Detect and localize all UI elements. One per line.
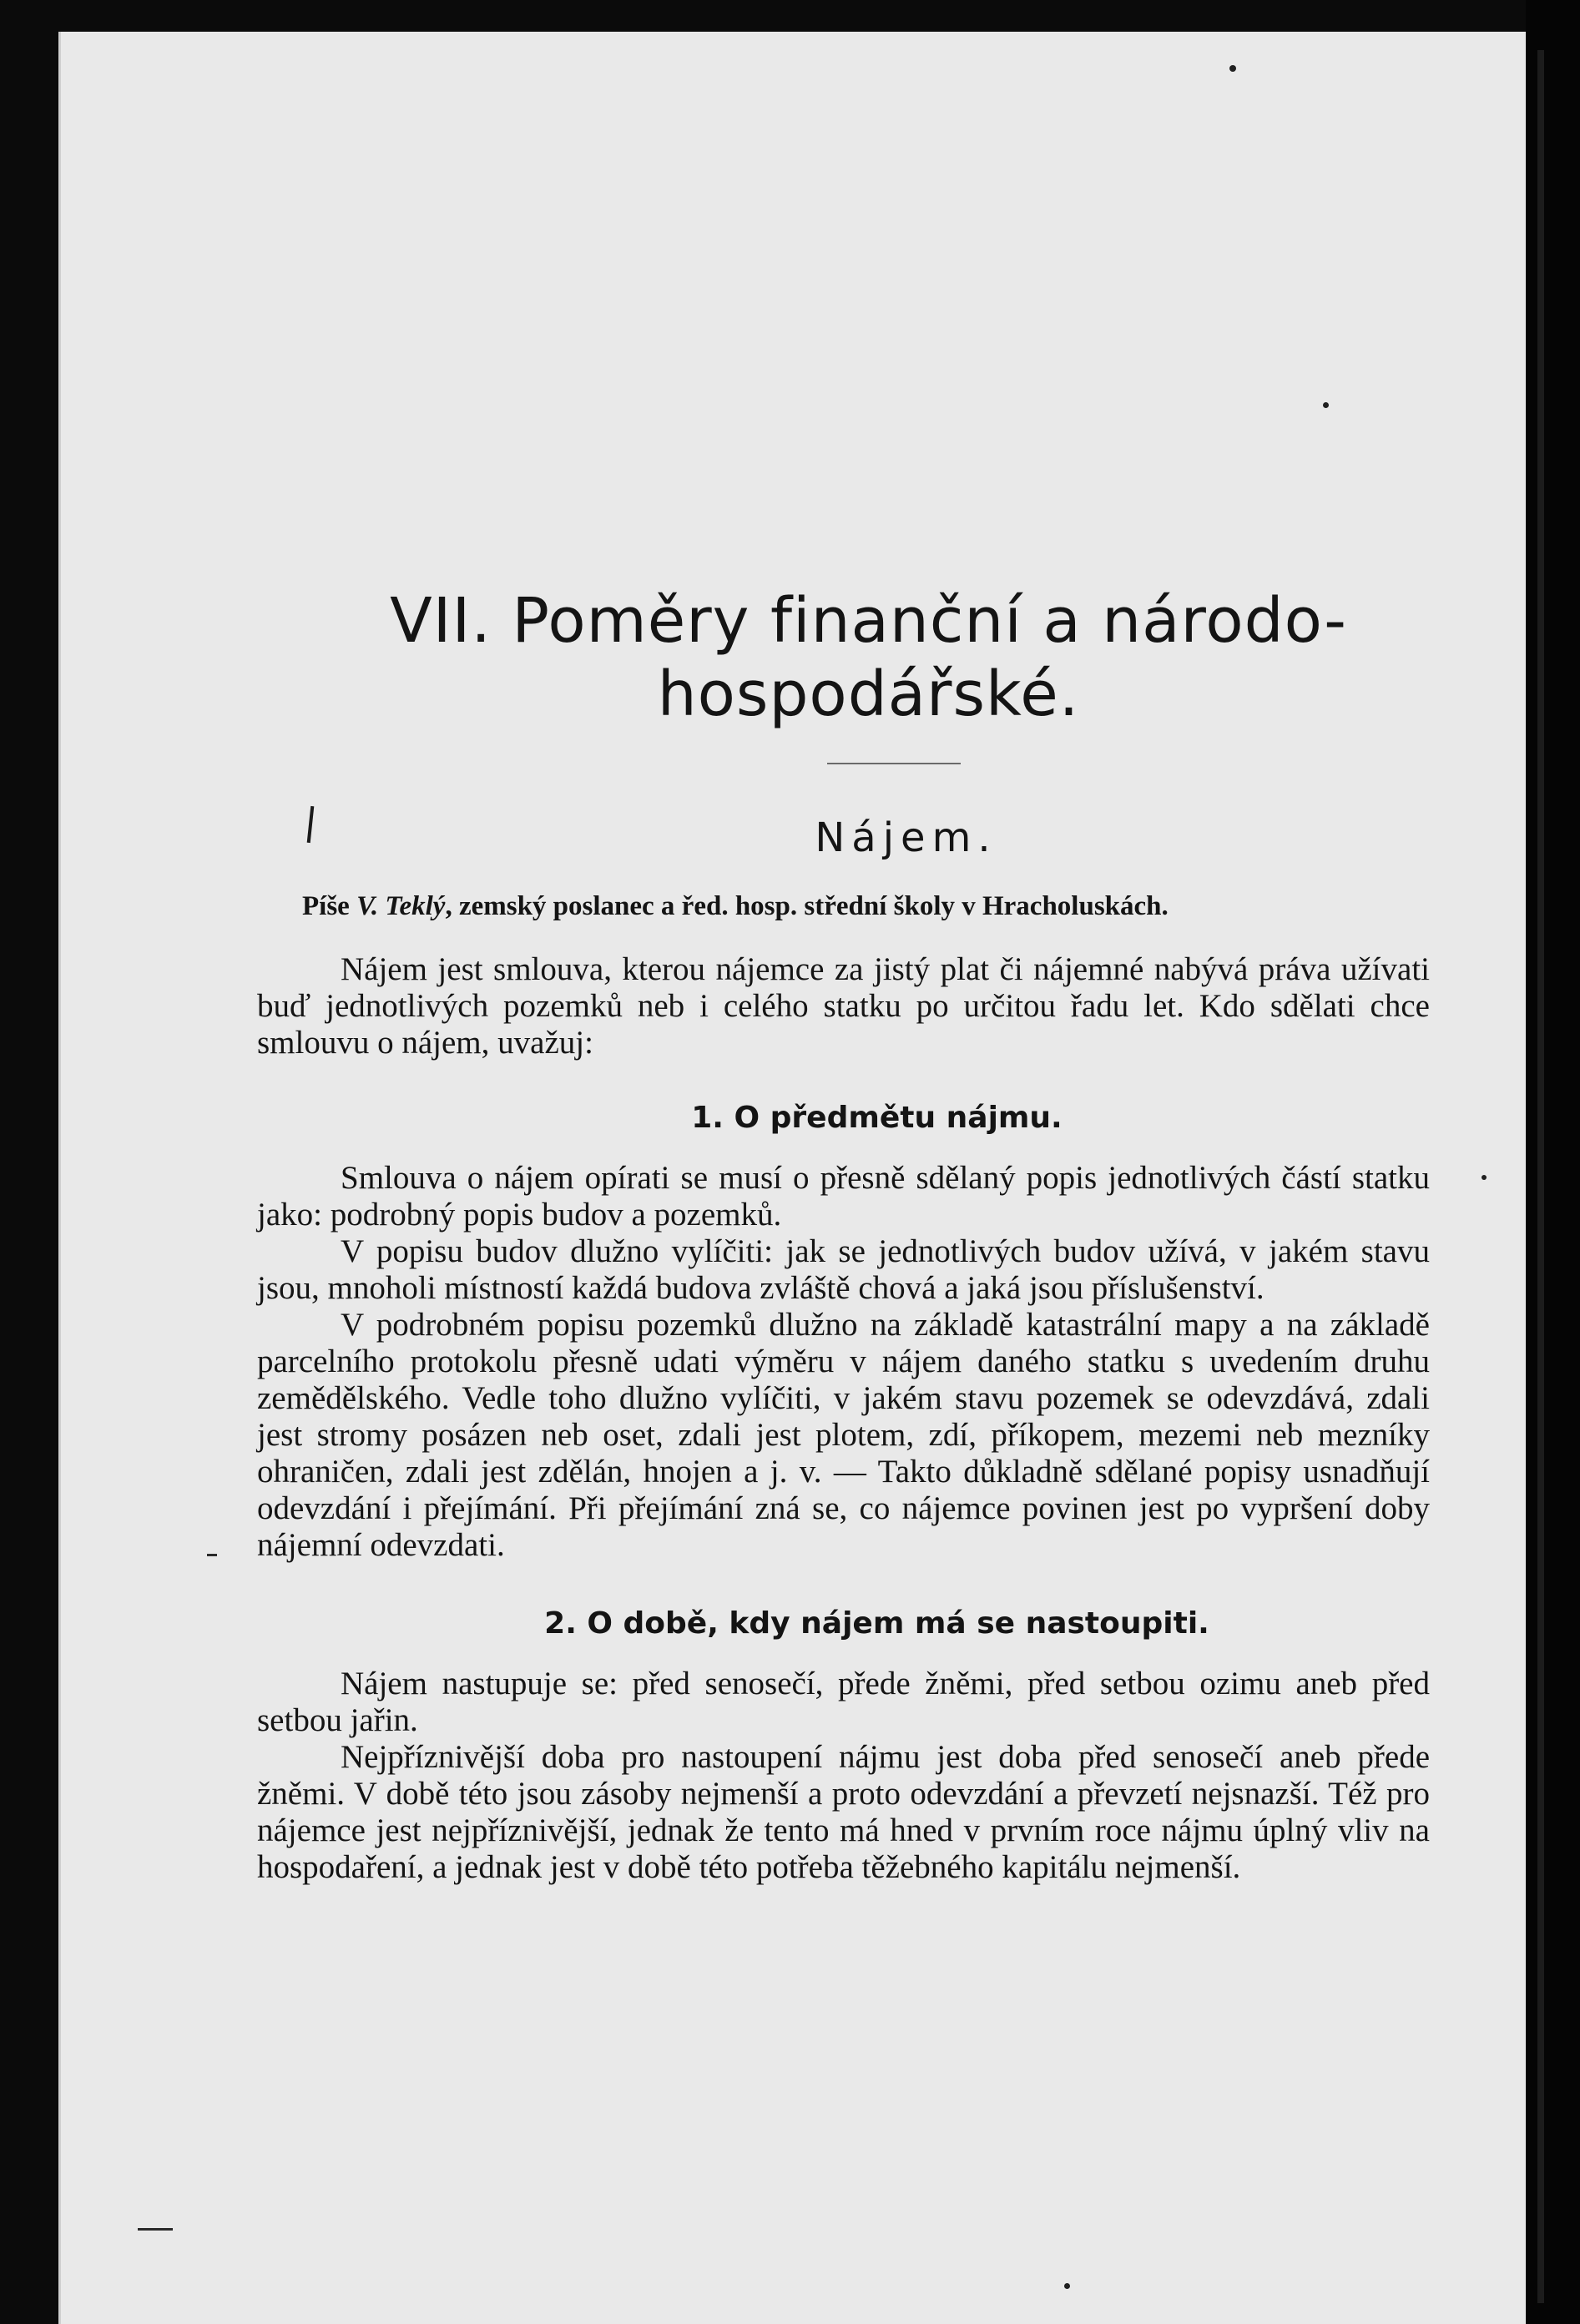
right-edge-strip [1537, 50, 1544, 2303]
chapter-title [257, 584, 1430, 731]
byline [302, 890, 1430, 923]
section-title: Nájem. [815, 814, 997, 861]
part-1-paragraph: Smlouva o nájem opírati se musí o přesně sdělaný popis jednotlivých částí statku jako: podrobný popis budov a pozemků. [257, 1160, 1430, 1233]
chapter-title-line-2: hospodářské. [657, 658, 1080, 730]
byline-author: V. Teklý [356, 891, 446, 921]
speck [1323, 402, 1329, 408]
right-scan-edge [1526, 0, 1580, 2324]
speck [1229, 65, 1236, 72]
part-2-paragraph: Nájem nastupuje se: před senosečí, přede žněmi, před setbou ozimu aneb před setbou jařin. [257, 1666, 1430, 1738]
part-1-paragraph: V podrobném popisu pozemků dlužno na základě katastrální mapy a na základě parcelního protokolu přesně udati výměru v nájem daného statku s uvedením druhu zemědělského. Vedle toho dlužno vylíčiti, v jakém stavu pozemek se odevzdává, zdali jest stromy posázen neb oset, zdali jest plotem, zdí, příkopem, mezemi neb mezníky ohraničen, zdali jest zdělán, hnojen a j. v. — Takto důkladně sdělané popisy usnadňují odevzdání i přejímání. Při přejímání zná se, co nájemce povinen jest po vypršení doby nájemní odevzdati. [257, 1307, 1430, 1563]
chapter-title-line-1: VII. Poměry finanční a národo- [390, 585, 1347, 657]
part-2-heading: 2. O době, kdy nájem má se nastoupiti. [544, 1606, 1209, 1641]
margin-mark [138, 2228, 173, 2231]
byline-prefix: Píše [302, 891, 357, 921]
speck [1482, 1175, 1487, 1180]
article [257, 584, 1430, 1886]
title-rule [827, 763, 961, 764]
speck [1064, 2283, 1070, 2289]
byline-affiliation: , zemský poslanec a řed. hosp. střední školy v Hracholuskách. [445, 891, 1169, 921]
intro-paragraph: Nájem jest smlouva, kterou nájemce za jistý plat či nájemné nabývá práva užívati buď jednotlivých pozemků neb i celého statku po určitou řadu let. Kdo sdělati chce smlouvu o nájem, uvažuj: [257, 951, 1430, 1061]
margin-mark [207, 1554, 217, 1556]
part-2-paragraph: Nejpříznivější doba pro nastoupení nájmu jest doba před senosečí aneb přede žněmi. V době této jsou zásoby nejmenší a proto odevzdání a převzetí nejsnazší. Též pro nájemce jest nejpříznivější, jednak že tento má hned v prvním roce nájmu úplný vliv na hospodaření, a jednak jest v době této potřeba těžebného kapitálu nejmenší. [257, 1739, 1430, 1885]
part-1-paragraph: V popisu budov dlužno vylíčiti: jak se jednotlivých budov užívá, v jakém stavu jsou, mnoholi místností každá budova zvláště chová a jaká jsou příslušenství. [257, 1233, 1430, 1306]
part-1-heading: 1. O předmětu nájmu. [691, 1101, 1063, 1135]
